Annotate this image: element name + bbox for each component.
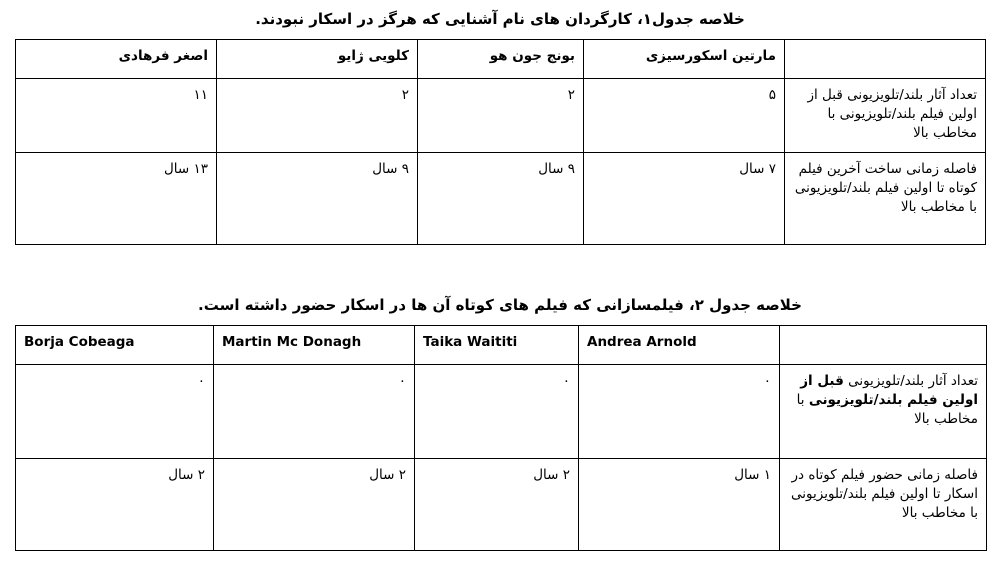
table-cell: ۰ xyxy=(579,365,780,459)
table2-header-andrea-arnold: Andrea Arnold xyxy=(579,326,780,365)
table1-header-scorsese: مارتین اسکورسیزی xyxy=(584,40,785,79)
table2-header-martin-mc-donagh: Martin Mc Donagh xyxy=(214,326,415,365)
table1-header-bong-joon-ho: بونج جون هو xyxy=(418,40,584,79)
table2 xyxy=(15,325,987,551)
table-row xyxy=(16,459,987,551)
table1-header-farhadi: اصغر فرهادی xyxy=(16,40,217,79)
table-cell: ۹ سال xyxy=(217,153,418,245)
table-cell: ۰ xyxy=(214,365,415,459)
table-cell: ۲ سال xyxy=(16,459,214,551)
table1-corner-cell xyxy=(785,40,986,79)
table-row xyxy=(16,365,987,459)
table2-row-label-works-count xyxy=(780,365,987,459)
label-part: با مخاطب بالا xyxy=(796,392,978,427)
label-part: تعداد آثار بلند/تلویزیونی xyxy=(843,373,978,389)
table-cell: ۱ سال xyxy=(579,459,780,551)
table-cell: ۱۱ xyxy=(16,79,217,153)
table2-row-label-time-gap: فاصله زمانی حضور فیلم کوتاه در اسکار تا اولین فیلم بلند/تلویزیونی با مخاطب بالا xyxy=(780,459,987,551)
table1-caption: خلاصه جدول۱، کارگردان های نام آشنایی که هرگز در اسکار نبودند. xyxy=(255,10,745,28)
table-cell: ۰ xyxy=(16,365,214,459)
table2-corner-cell xyxy=(780,326,987,365)
table2-header-row xyxy=(16,326,987,365)
table1-header-row xyxy=(16,40,986,79)
table2-header-taika-waititi: Taika Waititi xyxy=(415,326,579,365)
table1 xyxy=(15,39,986,245)
table2-caption: خلاصه جدول ۲، فیلمسازانی که فیلم های کوتاه آن ها در اسکار حضور داشته است. xyxy=(198,296,802,314)
table-cell: ۲ xyxy=(217,79,418,153)
table-cell: ۲ xyxy=(418,79,584,153)
table1-row-label-time-gap: فاصله زمانی ساخت آخرین فیلم کوتاه تا اولین فیلم بلند/تلویزیونی با مخاطب بالا xyxy=(785,153,986,245)
table-cell: ۲ سال xyxy=(214,459,415,551)
table-cell: ۵ xyxy=(584,79,785,153)
table-cell: ۰ xyxy=(415,365,579,459)
table-cell: ۲ سال xyxy=(415,459,579,551)
table-row xyxy=(16,153,986,245)
table-cell: ۱۳ سال xyxy=(16,153,217,245)
table-cell: ۷ سال xyxy=(584,153,785,245)
table2-header-borja-cobeaga: Borja Cobeaga xyxy=(16,326,214,365)
table1-row-label-works-count: تعداد آثار بلند/تلویزیونی قبل از اولین فیلم بلند/تلویزیونی با مخاطب بالا xyxy=(785,79,986,153)
table-row xyxy=(16,79,986,153)
table-cell: ۹ سال xyxy=(418,153,584,245)
label-part-bold: قبل از اولین فیلم بلند/تلویزیونی xyxy=(800,373,978,408)
table1-header-chloe-zhao: کلویی ژایو xyxy=(217,40,418,79)
